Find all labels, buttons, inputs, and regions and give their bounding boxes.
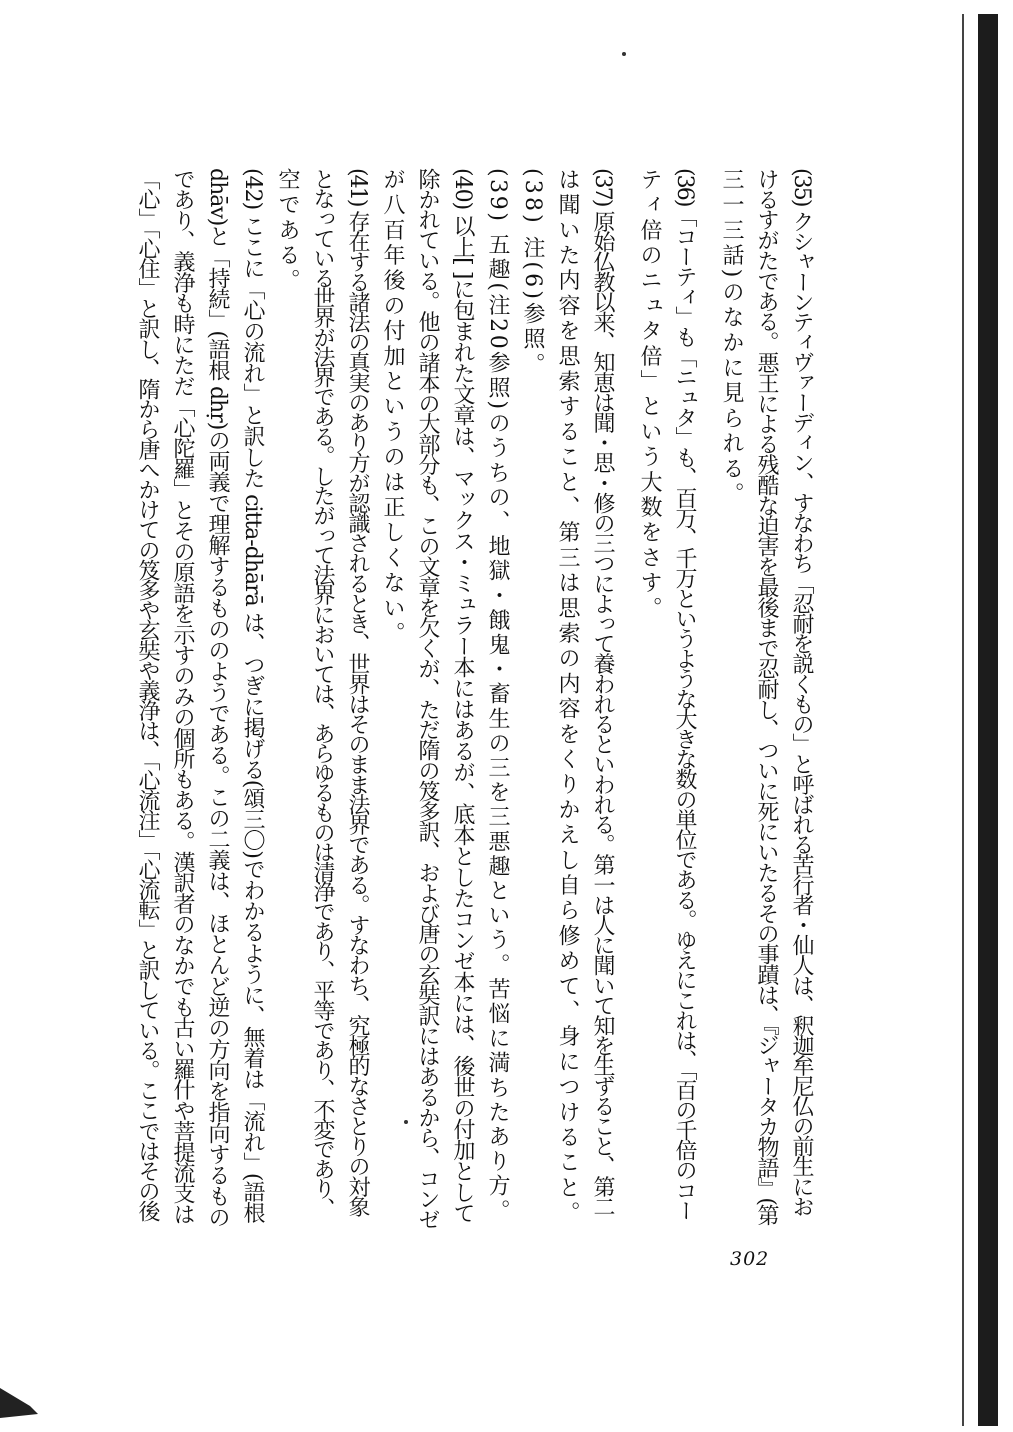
binding-shadow [978, 14, 998, 1426]
page-number: 302 [730, 1248, 770, 1270]
text-line: dhāv)と「持続」(語根 dhṛ)の両義で理解するもののようである。この二義は、ほとんど逆の方向を指向するもの [205, 168, 230, 1228]
scan-speck [622, 52, 626, 56]
text-line: (37) 原始仏教以来、知恵は聞・思・修の三つによって養われるといわれる。第一は人に聞いて知を生ずること、第二 [590, 168, 615, 1216]
text-line: (41) 存在する諸法の真実のあり方が認識されるとき、世界はそのまま法界である。すなわち、究極的なさとりの対象 [345, 168, 370, 1216]
text-line: 「心」「心住」と訳し、隋から唐へかけての笈多や玄奘や義浄は、「心流注」「心流転」と訳している。ここではその後 [135, 168, 160, 1221]
text-line: (39) 五趣(注20参照)のうちの、地獄・餓鬼・畜生の三を三悪趣という。苦悩に満ちたあり方。 [485, 168, 510, 1224]
text-line: (36)「コーティ」も「ニュタ」も、百万、千万というような大きな数の単位である。ゆえにこれは、「百の千倍のコー [672, 168, 697, 1220]
text-line: 空である。 [275, 168, 300, 294]
text-line: となっている世界が法界である。したがって法界においては、あらゆるものは清浄であり、平等であり、不変であり、 [310, 168, 335, 1218]
text-line: 除かれている。他の諸本の大部分も、この文章を欠くが、ただ隋の笈多訳、および唐の玄奘訳にはあるから、コンゼ [415, 168, 440, 1229]
text-line: (40) 以上[ ]に包まれた文章は、マックス・ミュラー本にはあるが、底本としたコンゼ本には、後世の付加として [450, 168, 475, 1224]
text-line: (38) 注(6)参照。 [520, 168, 545, 378]
text-line: (42) ここに「心の流れ」と訳した citta-dhārā は、つぎに掲げる(頌三〇)でわかるように、無着は「流れ」(語根 [240, 168, 265, 1223]
text-line: が八百年後の付加というのは正しくない。 [380, 168, 405, 647]
text-line: (35) クシャーンティヴァーディン、すなわち「忍耐を説くもの」と呼ばれる苦行者・仙人は、釈迦牟尼仏の前生にお [789, 168, 814, 1216]
text-line: は聞いた内容を思索すること、第三は思索の内容をくりかえし自ら修めて、身につけること。 [555, 168, 580, 1227]
scan-speck [404, 1120, 408, 1124]
text-line: 三一三話)のなかに見られる。 [719, 168, 744, 508]
binding-edge-line [962, 14, 964, 1426]
text-line: であり、義浄も時にただ「心陀羅」とその原語を示すのみの個所もある。漢訳者のなかでも古い羅什や菩提流支は [170, 168, 195, 1224]
text-line: ティ倍のニュタ倍」という大数をさす。 [637, 168, 662, 622]
text-line: けるすがたである。悪王による残酷な迫害を最後まで忍耐し、ついに死にいたるその事蹟は、『ジャータカ物語』(第 [754, 168, 779, 1225]
scan-corner-shadow [0, 1384, 40, 1420]
